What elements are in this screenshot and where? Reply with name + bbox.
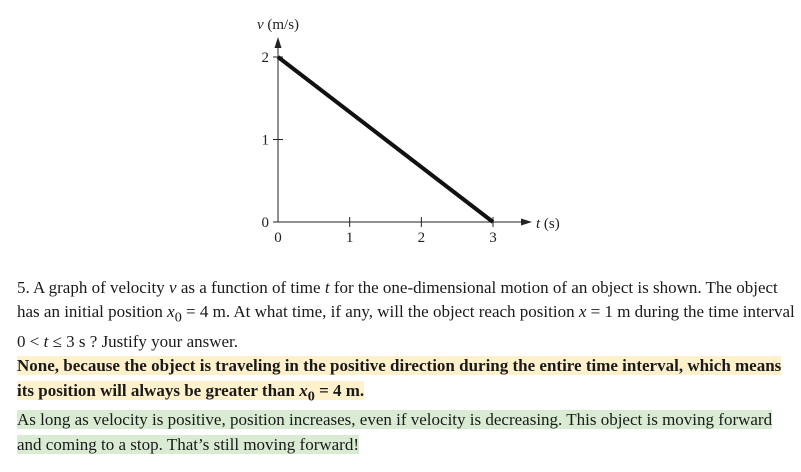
x-tick-label: 1	[345, 230, 354, 246]
question-paragraph: 5. A graph of velocity v as a function of time t for the one-dimensional motion of an object is shown. The object has an initial position $x_0 = 4$ m. At what time, if any, will the object reach position x = 1 m during the time interval 0 < t ≤ 3 s ? Justify your answer.	[17, 278, 795, 351]
x-axis-label: t (s)	[536, 216, 560, 232]
axes	[275, 37, 533, 226]
ticks	[273, 57, 493, 227]
y-tick-label: 1	[261, 132, 269, 149]
y-axis-label: v (m/s)	[256, 17, 300, 33]
labels	[257, 17, 560, 246]
y-tick-label: 0	[261, 215, 269, 231]
x-axis-arrow	[521, 219, 532, 226]
x-tick-label: 2	[417, 230, 426, 246]
answer-paragraph: None, because the object is traveling in the positive direction during the entire time interval, which means its position will always be greater than $x_0 = 4$ m.	[17, 356, 782, 404]
problem-text	[17, 276, 797, 457]
x-tick-label: 0	[274, 230, 282, 246]
velocity-line	[278, 57, 493, 222]
explanation-paragraph: As long as velocity is positive, position increases, even if velocity is decreasing. This object is moving forward and coming to a stop. That’s still moving forward!	[17, 410, 773, 454]
y-tick-label: 2	[261, 50, 269, 66]
x-tick-label: 3	[489, 230, 497, 246]
series	[278, 57, 493, 222]
y-axis-arrow	[275, 37, 282, 48]
